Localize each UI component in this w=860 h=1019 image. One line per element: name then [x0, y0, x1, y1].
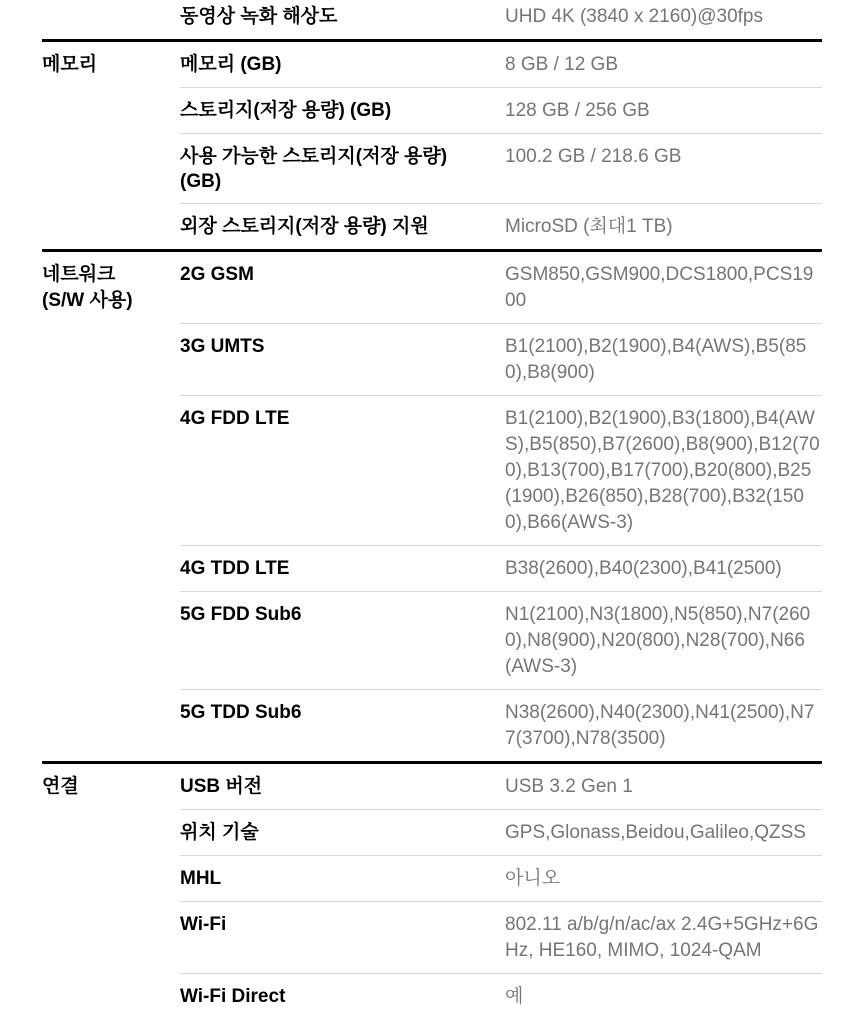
spec-value: 예	[505, 986, 524, 1007]
spec-table	[42, 0, 822, 1019]
spec-label: 동영상 녹화 해상도	[180, 6, 338, 27]
spec-row-4g-tdd-lte	[180, 545, 822, 591]
spec-label: 외장 스토리지(저장 용량) 지원	[180, 216, 429, 237]
spec-value: UHD 4K (3840 x 2160)@30fps	[505, 6, 763, 27]
category-label: 메모리	[42, 54, 98, 75]
spec-value: 802.11 a/b/g/n/ac/ax 2.4G+5GHz+6GHz, HE160, MIMO, 1024-QAM	[505, 914, 819, 961]
spec-row-2g-gsm	[180, 252, 822, 323]
spec-value: B1(2100),B2(1900),B4(AWS),B5(850),B8(900)	[505, 336, 807, 383]
spec-section-camera-partial	[42, 0, 822, 39]
spec-label: 위치 기술	[180, 822, 259, 843]
spec-row-3g-umts	[180, 323, 822, 395]
spec-label: Wi-Fi Direct	[180, 986, 286, 1007]
spec-row-ram	[180, 42, 822, 87]
spec-value: B38(2600),B40(2300),B41(2500)	[505, 558, 782, 579]
spec-label: 5G FDD Sub6	[180, 604, 302, 625]
spec-row-video-resolution	[180, 0, 822, 39]
spec-row-wifi-direct	[180, 973, 822, 1019]
spec-value: GPS,Glonass,Beidou,Galileo,QZSS	[505, 822, 806, 843]
spec-value: N38(2600),N40(2300),N41(2500),N77(3700),N78(3500)	[505, 702, 815, 749]
spec-row-5g-fdd-sub6	[180, 591, 822, 689]
spec-row-location-tech	[180, 809, 822, 855]
spec-row-5g-tdd-sub6	[180, 689, 822, 761]
spec-label: 메모리 (GB)	[180, 54, 282, 75]
spec-label: MHL	[180, 868, 222, 889]
spec-value: N1(2100),N3(1800),N5(850),N7(2600),N8(900),N20(800),N28(700),N66(AWS-3)	[505, 604, 811, 677]
category-label: 연결	[42, 776, 79, 797]
spec-value: MicroSD (최대1 TB)	[505, 216, 673, 237]
spec-value: B1(2100),B2(1900),B3(1800),B4(AWS),B5(850),B7(2600),B8(900),B12(700),B13(700),B17(700),B20(800),B25(1900),B26(850),B28(700),B32(1500),B66(AWS-3)	[505, 408, 820, 533]
spec-label: 4G TDD LTE	[180, 558, 290, 579]
spec-label: 5G TDD Sub6	[180, 702, 302, 723]
spec-row-available-storage	[180, 133, 822, 203]
spec-label: USB 버전	[180, 776, 263, 797]
spec-label: 사용 가능한 스토리지(저장 용량) (GB)	[180, 146, 448, 192]
category-label	[42, 0, 180, 39]
spec-row-storage	[180, 87, 822, 133]
category-label: 네트워크 (S/W 사용)	[42, 264, 133, 311]
spec-label: 3G UMTS	[180, 336, 265, 357]
spec-section-connectivity	[42, 761, 822, 1019]
spec-row-usb-version	[180, 764, 822, 809]
spec-row-wifi	[180, 901, 822, 973]
spec-value: 8 GB / 12 GB	[505, 54, 618, 75]
spec-label: Wi-Fi	[180, 914, 227, 935]
spec-label: 2G GSM	[180, 264, 254, 285]
spec-value: 100.2 GB / 218.6 GB	[505, 146, 682, 167]
spec-value: USB 3.2 Gen 1	[505, 776, 633, 797]
spec-section-memory	[42, 39, 822, 249]
spec-value: GSM850,GSM900,DCS1800,PCS1900	[505, 264, 814, 311]
spec-label: 스토리지(저장 용량) (GB)	[180, 100, 392, 121]
spec-row-mhl	[180, 855, 822, 901]
spec-row-4g-fdd-lte	[180, 395, 822, 545]
spec-section-network	[42, 249, 822, 761]
spec-label: 4G FDD LTE	[180, 408, 290, 429]
spec-value: 아니오	[505, 868, 561, 889]
spec-value: 128 GB / 256 GB	[505, 100, 650, 121]
spec-row-external-storage	[180, 203, 822, 249]
